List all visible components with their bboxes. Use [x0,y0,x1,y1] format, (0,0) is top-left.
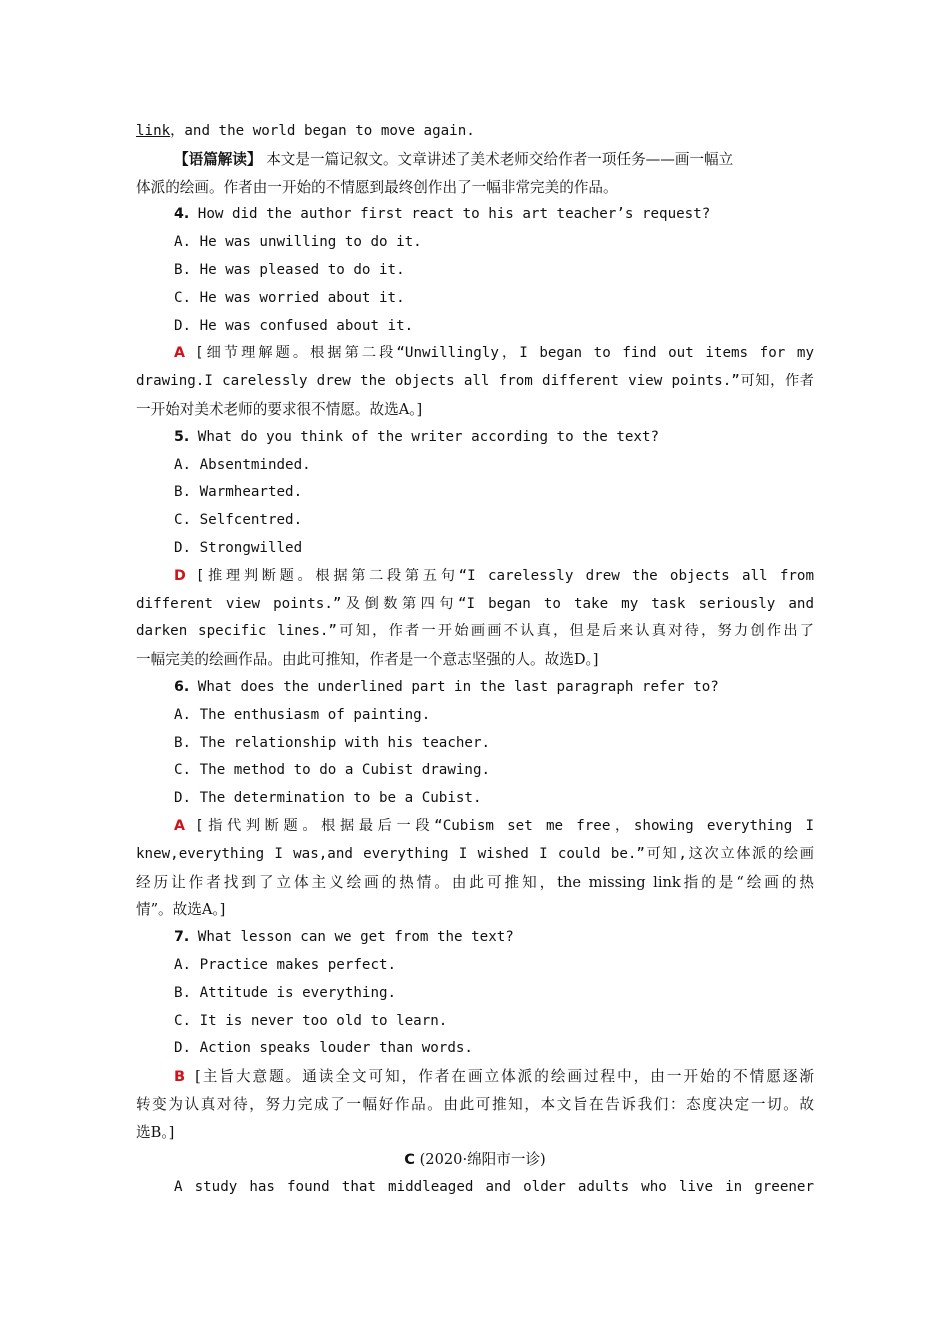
document-page [136,118,814,1202]
answer-explanation: D [推理判断题。根据第二段第五句“I carelessly drew the objects all from [174,567,814,584]
option-d: D. Strongwilled [174,539,303,556]
option-c: C. Selfcentred. [174,512,303,529]
underlined-link: link [136,123,171,139]
answer-explanation: B [主旨大意题。通读全文可知，作者在画立体派的绘画过程中，由一开始的不情愿逐渐 [174,1068,814,1086]
answer-key: A [174,817,185,834]
answer-key: B [174,1068,186,1086]
option-c: C. It is never too old to learn. [174,1012,448,1029]
option-d: D. The determination to be a Cubist. [174,790,482,807]
text-line: drawing.I carelessly drew the objects all from different view points.”可知，作者 [136,373,814,390]
text-line: link，and the world began to move again. [136,123,475,139]
text-line: 体派的绘画。作者由一开始的不情愿到最终创作出了一幅非常完美的作品。 [136,178,618,196]
passage-line: A study has found that middleaged and older adults who live in greener [174,1179,814,1196]
question-number: 5. [174,428,190,445]
question-number: 6. [174,678,190,695]
text-line: 一开始对美术老师的要求很不情愿。故选A。] [136,400,423,418]
text-line: darken specific lines.”可知，作者一开始画画不认真，但是后来认真对待，努力创作出了 [136,623,814,640]
option-b: B. Warmhearted. [174,484,303,501]
option-a: A. The enthusiasm of painting. [174,706,431,723]
option-c: C. He was worried about it. [174,289,405,306]
answer-key: A [174,345,185,362]
option-c: C. The method to do a Cubist drawing. [174,762,491,779]
option-d: D. Action speaks louder than words. [174,1040,473,1057]
question-4: 4. How did the author first react to his art teacher’s request? [174,206,711,223]
text-line: 情”。故选A。] [136,901,226,919]
question-7: 7. What lesson can we get from the text? [174,929,514,946]
option-d: D. He was confused about it. [174,317,414,334]
analysis-label: 【语篇解读】 [174,150,262,168]
option-b: B. Attitude is everything. [174,984,397,1001]
text-line: knew,everything I was,and everything I wished I could be.”可知,这次立体派的绘画 [136,845,814,862]
section-heading: C (2020·绵阳市一诊) [404,1151,546,1169]
option-a: A. Absentminded. [174,456,311,473]
question-number: 4. [174,206,190,223]
answer-key: D [174,567,186,584]
option-b: B. He was pleased to do it. [174,261,405,278]
answer-explanation: A [细节理解题。根据第二段“Unwillingly，I began to find out items for my [174,345,814,362]
option-b: B. The relationship with his teacher. [174,734,491,751]
question-6: 6. What does the underlined part in the last paragraph refer to? [174,678,719,695]
text-line: 一幅完美的绘画作品。由此可推知，作者是一个意志坚强的人。故选D。] [136,651,599,669]
passage-analysis: 【语篇解读】 本文是一篇记叙文。文章讲述了美术老师交给作者一项任务——画一幅立 [174,150,734,168]
option-a: A. He was unwilling to do it. [174,234,422,251]
text-line: different view points.”及倒数第四句“I began to take my task seriously and [136,595,814,612]
text-line: 选B。] [136,1123,175,1141]
text-line: 经历让作者找到了立体主义绘画的热情。由此可推知，the missing link指的是“绘画的热 [136,873,814,891]
option-a: A. Practice makes perfect. [174,956,397,973]
question-5: 5. What do you think of the writer according to the text? [174,428,660,445]
text-line: 转变为认真对待，努力完成了一幅好作品。由此可推知，本文旨在告诉我们：态度决定一切。故 [136,1095,814,1113]
answer-explanation: A [指代判断题。根据最后一段“Cubism set me free，showing everything I [174,817,814,834]
question-number: 7. [174,929,190,946]
section-letter: C [404,1151,415,1169]
